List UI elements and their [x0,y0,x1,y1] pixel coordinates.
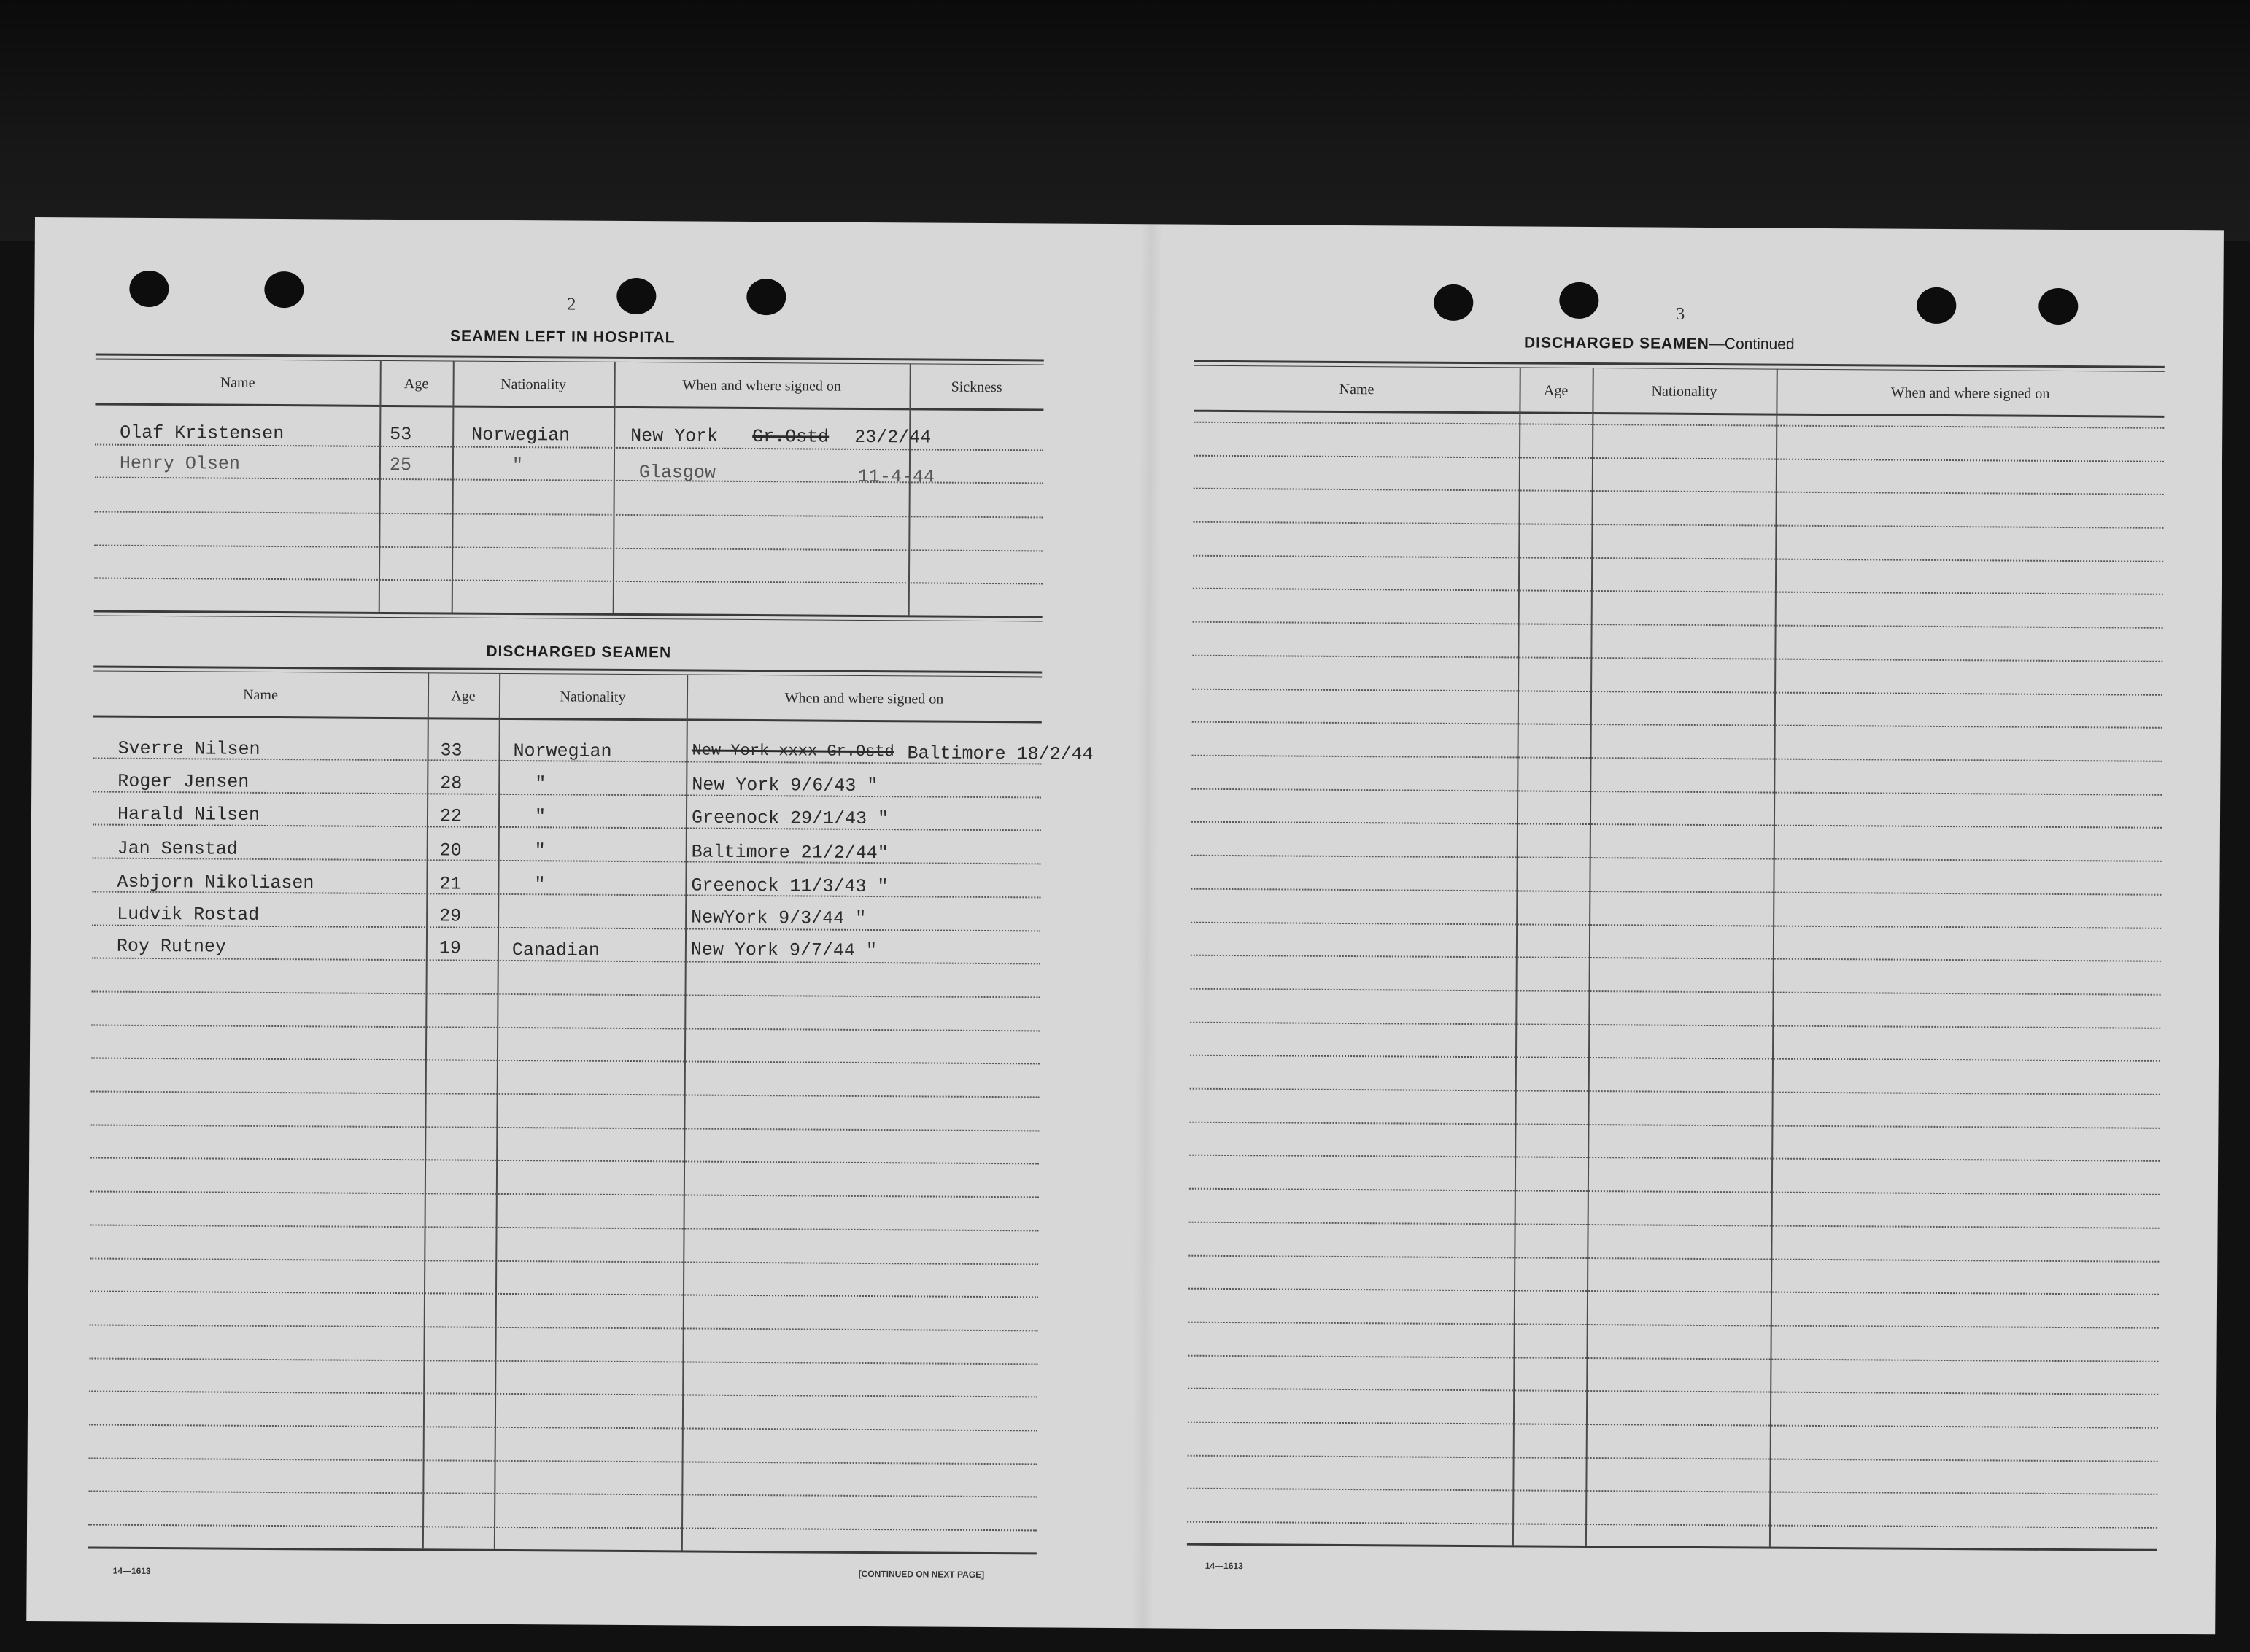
discharged-age: 22 [439,805,463,827]
ruled-line [92,924,1040,933]
ruled-line [1188,1288,2159,1297]
ruled-line [89,1357,1037,1366]
ruled-line [1190,1088,2160,1097]
punch-hole [616,278,656,314]
hospital-date: 11-4-44 [857,465,935,488]
hospital-place: New York [630,424,719,447]
crew-list-sheet [26,217,2224,1634]
ruled-line [1189,1122,2160,1131]
hospital-top-rule [96,354,1044,362]
ruled-line [1193,521,2163,530]
hospital-row-line [94,545,1043,554]
ruled-line [1191,955,2161,963]
form-number-left: 14—1613 [112,1565,151,1577]
ruled-line [90,1257,1038,1266]
discharged-age: 20 [439,839,462,861]
hospital-col-signed-on: When and where signed on [682,377,842,395]
discharged-col-divider [422,672,429,1548]
ruled-line [91,1057,1040,1066]
ruled-line [1191,922,2161,931]
hospital-age: 25 [389,454,412,476]
ruled-line [1188,1355,2158,1364]
ruled-line [1192,655,2162,664]
ruled-line [90,1324,1038,1333]
ruled-line [88,1524,1037,1532]
punch-hole [1434,284,1473,321]
discharged-name: Roy Rutney [116,935,227,958]
discharged-signed-on: New York 9/6/43 " [692,774,878,797]
discharged-nationality: " [534,874,546,896]
discharged-name: Asbjorn Nikoliasen [117,871,314,894]
ruled-line [1193,555,2163,564]
ruled-line [1190,1022,2160,1031]
right-col-signed-on: When and where signed on [1890,384,2050,402]
hospital-col-divider [452,361,455,613]
discharged-signed-on: Greenock 29/1/43 " [691,807,889,830]
hospital-section-title: SEAMEN LEFT IN HOSPITAL [449,327,676,346]
discharged-col-age: Age [451,688,476,705]
discharged-signed-on: Greenock 11/3/43 " [691,875,889,898]
ruled-line [91,990,1040,999]
right-bottom-rule [1187,1543,2157,1551]
page-number-right: 3 [1676,304,1685,324]
punch-hole [264,271,304,308]
ruled-line [1194,488,2164,497]
hospital-nationality: " [511,455,524,477]
discharged-nationality: Norwegian [513,740,612,762]
right-top-rule [1194,360,2165,368]
ruled-line [90,1157,1039,1166]
hospital-col-divider [908,363,911,615]
ruled-line [1191,821,2162,830]
ruled-line [90,1290,1038,1299]
ruled-line [1192,689,2162,697]
discharged-name: Jan Senstad [117,837,238,860]
right-col-name: Name [1339,381,1375,398]
ruled-line [89,1457,1037,1466]
ruled-line [1190,1055,2160,1063]
ruled-line [1188,1455,2158,1464]
hospital-struck-text: Gr.Ostd [752,426,830,448]
discharged-col-divider [681,674,688,1550]
ruled-line [1194,422,2164,430]
form-number-right: 14—1613 [1205,1560,1243,1572]
ruled-line [1191,988,2161,997]
ruled-line [1189,1188,2160,1197]
ruled-line [90,1124,1039,1133]
hospital-name: Henry Olsen [119,452,241,475]
discharged-signed-on: NewYork 9/3/44 " [691,907,867,929]
discharged-nationality: Canadian [511,939,600,961]
ruled-line [1188,1388,2158,1397]
discharged-col-signed-on: When and where signed on [784,690,944,707]
punch-hole [129,271,169,307]
right-header-rule [1194,410,2164,418]
hospital-row-line [95,511,1043,520]
discharged-age: 19 [438,937,461,959]
hospital-col-age: Age [403,376,429,392]
discharged-age: 28 [440,772,463,794]
ruled-line [90,1190,1039,1199]
discharged-name: Sverre Nilsen [117,737,260,760]
discharged-nationality: " [535,773,546,795]
discharged-signed-on: Baltimore 21/2/44" [691,841,889,864]
punch-hole [1559,282,1598,319]
hospital-col-sickness: Sickness [951,379,1002,396]
discharged-header-rule [93,716,1042,724]
right-col-age: Age [1543,382,1569,399]
hospital-bottom-rule [94,610,1043,618]
ruled-line [88,1490,1037,1499]
hospital-name: Olaf Kristensen [120,422,285,445]
hospital-nationality: Norwegian [471,424,571,446]
ruled-line [91,1024,1040,1033]
hospital-row-line [94,578,1043,586]
continued-note: [CONTINUED ON NEXT PAGE] [858,1568,985,1580]
discharged-age: 33 [440,740,463,761]
ruled-line [90,1224,1039,1233]
discharged-name: Roger Jensen [117,770,250,793]
discharged-name: Harald Nilsen [117,803,260,826]
scan-background [0,0,2250,241]
discharged-bottom-rule [88,1546,1037,1554]
hospital-place: Glasgow [638,462,716,484]
discharged-struck-text: New York xxxx Gr.Ostd [692,741,894,761]
ruled-line [89,1390,1037,1399]
punch-hole [746,279,786,315]
ruled-line [1191,855,2162,864]
discharged-nationality: " [534,840,546,862]
discharged-age: 29 [439,905,462,927]
discharged-col-nationality: Nationality [560,689,626,705]
ruled-line [1189,1155,2160,1163]
page-fold [1132,224,1162,1628]
hospital-date: 23/2/44 [854,426,932,449]
hospital-col-divider [613,362,616,613]
ruled-line [1191,888,2161,897]
discharged-signed-on: New York 9/7/44 " [690,939,878,962]
hospital-col-name: Name [220,374,255,391]
discharged-top-rule [93,666,1042,674]
discharged-section-title: DISCHARGED SEAMEN [486,643,672,662]
discharged-signed-on: Baltimore 18/2/44 [907,742,1094,765]
discharged-nationality: " [534,806,546,828]
ruled-line [1192,721,2162,730]
ruled-line [1187,1488,2157,1497]
ruled-line [1188,1255,2159,1264]
hospital-age: 53 [390,423,412,446]
ruled-line [1194,455,2164,464]
ruled-line [1191,788,2162,797]
discharged-col-divider [494,673,500,1549]
ruled-line [1188,1422,2158,1430]
right-section-title-main: DISCHARGED SEAMEN [1523,334,1709,353]
right-section-title-continued: —Continued [1709,336,1795,353]
discharged-age: 21 [439,873,462,895]
ruled-line [1192,755,2162,764]
ruled-line [1187,1521,2157,1530]
right-col-nationality: Nationality [1651,383,1717,400]
ruled-line [91,1090,1040,1099]
punch-hole [1917,287,1956,324]
ruled-line [1193,621,2163,630]
ruled-line [1189,1222,2160,1230]
ruled-line [1193,588,2163,597]
right-section-title [1524,334,1795,353]
hospital-col-nationality: Nationality [500,376,567,393]
ruled-line [89,1424,1037,1432]
ruled-line [1188,1322,2159,1330]
discharged-col-name: Name [243,686,278,704]
discharged-name: Ludvik Rostad [117,903,260,926]
punch-hole [2038,288,2078,325]
hospital-header-rule [95,403,1043,411]
hospital-col-divider [379,360,382,612]
page-number-left: 2 [567,295,576,314]
